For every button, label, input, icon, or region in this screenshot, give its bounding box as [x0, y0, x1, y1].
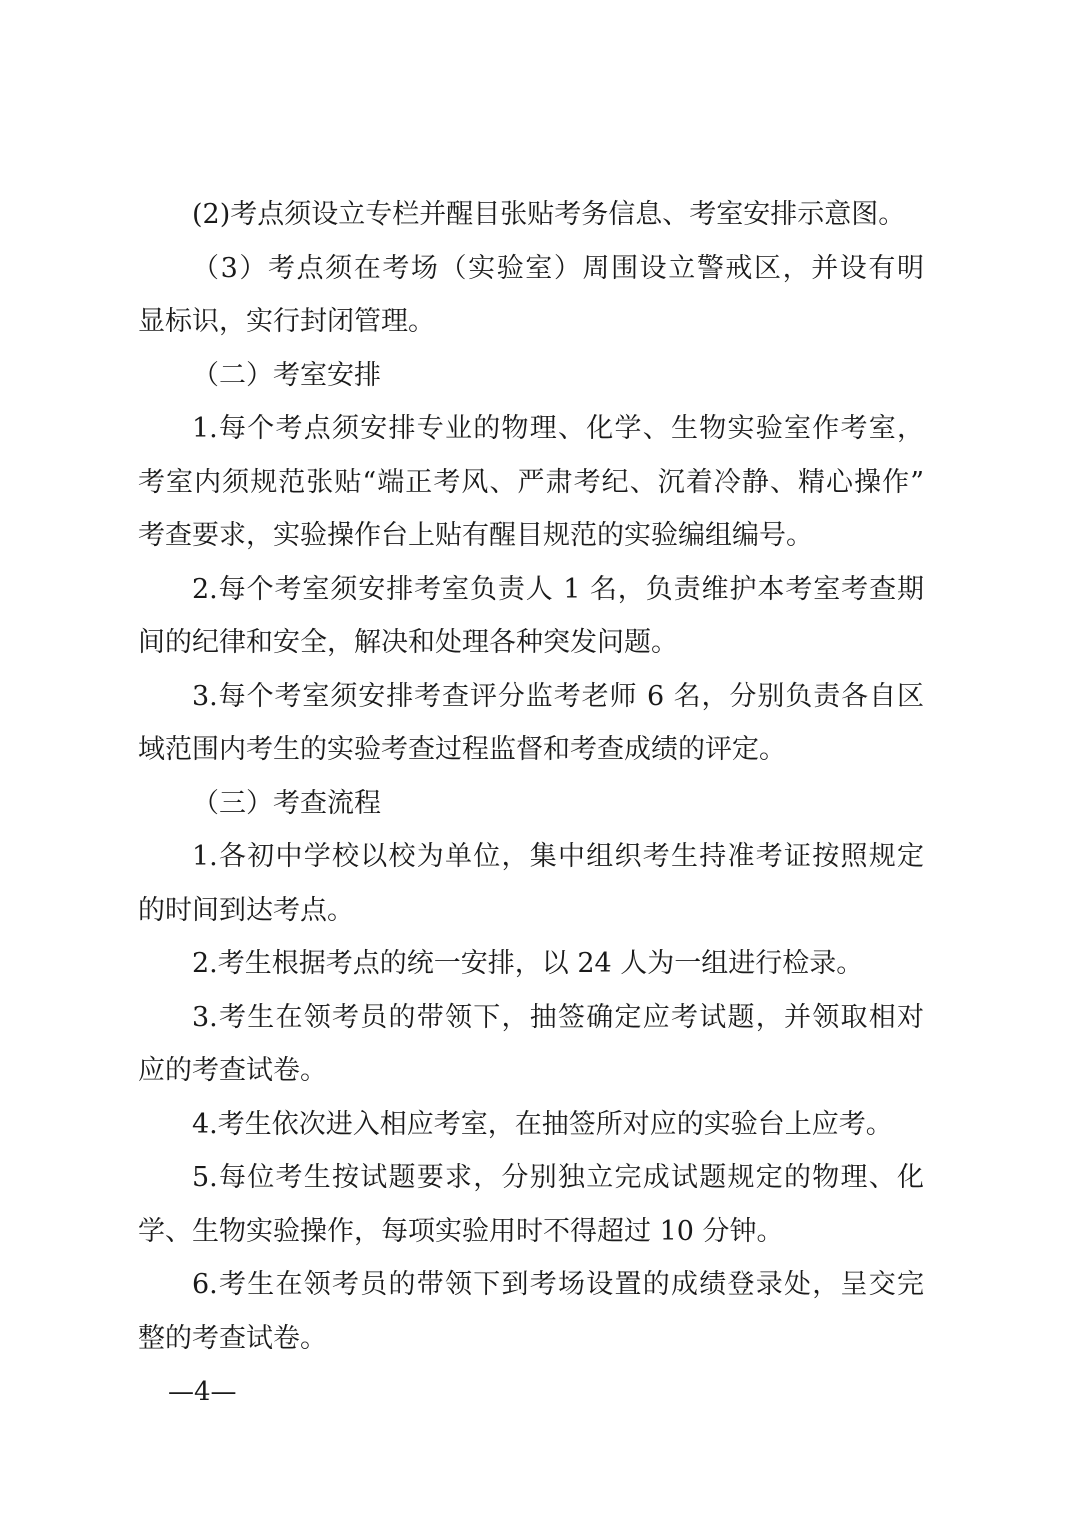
text-line: 域范围内考生的实验考查过程监督和考查成绩的评定。: [138, 734, 786, 765]
text-line: 学、生物实验操作，每项实验用时不得超过 10 分钟。: [138, 1215, 784, 1247]
text-line: 整的考查试卷。: [138, 1322, 327, 1354]
text-line: 1.各初中学校以校为单位，集中组织考生持准考证按照规定: [192, 841, 924, 872]
text-line: 4.考生依次进入相应考室，在抽签所对应的实验台上应考。: [192, 1108, 893, 1140]
text-line: 应的考查试卷。: [138, 1055, 327, 1086]
text-line: 考查要求，实验操作台上贴有醒目规范的实验编组编号。: [138, 520, 813, 551]
text-line: 1.每个考点须安排专业的物理、化学、生物实验室作考室，: [192, 413, 924, 444]
text-line: 3.考生在领考员的带领下，抽签确定应考试题，并领取相对: [192, 1001, 924, 1033]
text-line: 显标识，实行封闭管理。: [138, 306, 435, 337]
text-line: 2.每个考室须安排考室负责人 1 名，负责维护本考室考查期: [192, 573, 924, 605]
text-line: （3）考点须在考场（实验室）周围设立警戒区，并设有明: [192, 252, 924, 284]
text-line: 5.每位考生按试题要求，分别独立完成试题规定的物理、化: [192, 1162, 924, 1193]
text-line: 考室内须规范张贴“端正考风、严肃考纪、沉着冷静、精心操作”: [138, 466, 924, 498]
document-body: [138, 188, 924, 1365]
text-line: 6.考生在领考员的带领下到考场设置的成绩登录处，呈交完: [192, 1269, 924, 1300]
text-line: 2.考生根据考点的统一安排，以 24 人为一组进行检录。: [192, 948, 864, 979]
text-line: (2)考点须设立专栏并醒目张贴考务信息、考室安排示意图。: [192, 199, 906, 230]
text-line: 的时间到达考点。: [138, 894, 354, 926]
text-line: 间的纪律和安全，解决和处理各种突发问题。: [138, 627, 678, 658]
text-line: （二）考室安排: [192, 359, 381, 391]
text-line: 3.每个考室须安排考查评分监考老师 6 名，分别负责各自区: [192, 680, 924, 712]
page-number: —4—: [168, 1377, 237, 1407]
text-line: （三）考查流程: [192, 787, 381, 819]
